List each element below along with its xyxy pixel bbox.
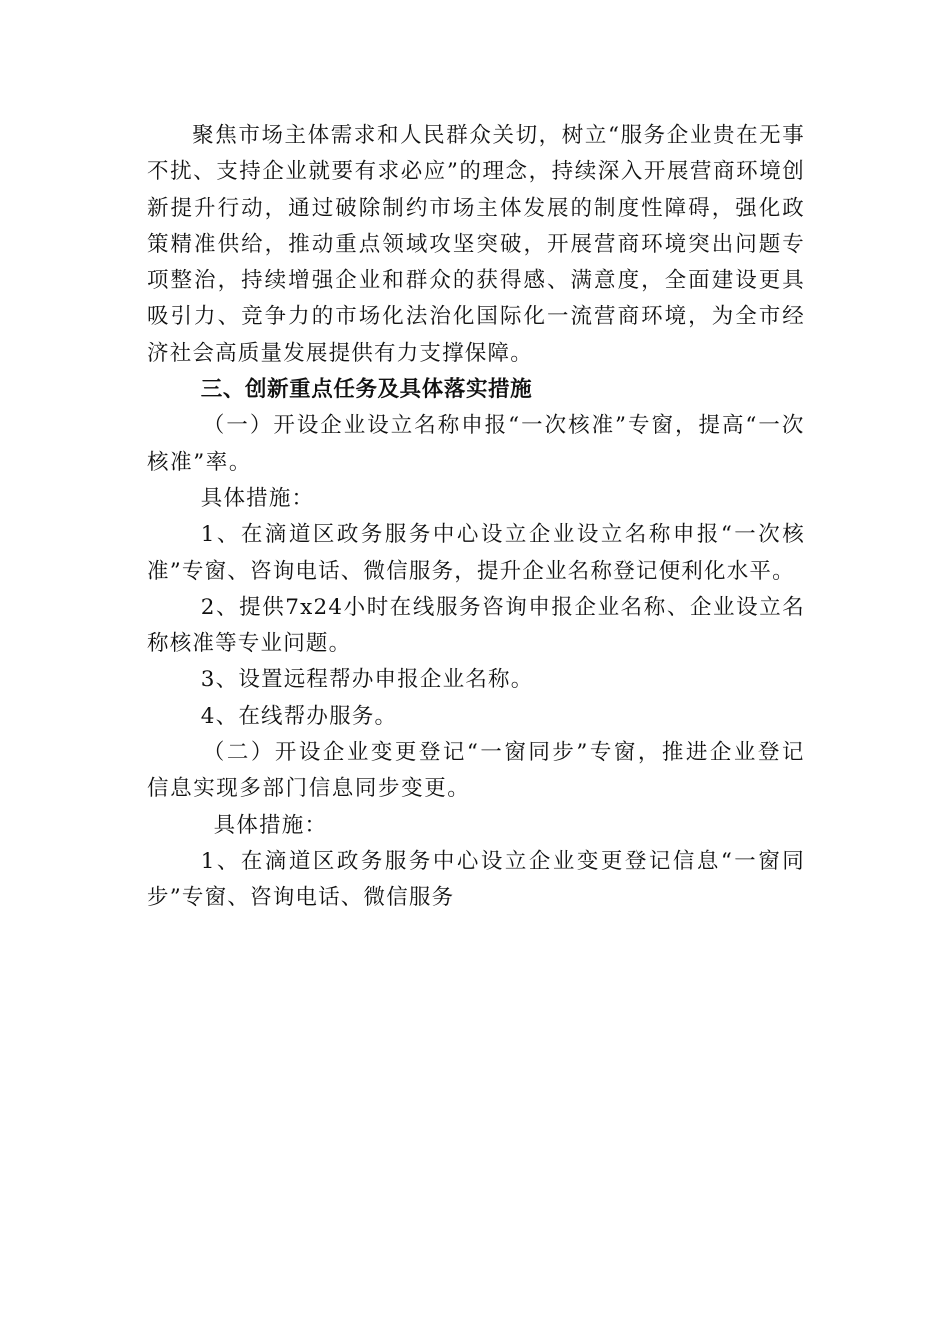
document-body xyxy=(147,118,805,917)
task-two-heading: （二）开设企业变更登记“一窗同步”专窗，推进企业登记信息实现多部门信息同步变更。 xyxy=(147,740,805,802)
task-one-measure-item: 1、在滴道区政务服务中心设立企业设立名称申报“一次核准”专窗、咨询电话、微信服务，提升企业名称登记便利化水平。 xyxy=(147,522,805,584)
section-three-heading: 三、创新重点任务及具体落实措施 xyxy=(200,377,533,403)
task-two-measure-item: 1、在滴道区政务服务中心设立企业变更登记信息“一窗同步”专窗、咨询电话、微信服务 xyxy=(147,848,805,911)
task-two-measures-label: 具体措施： xyxy=(213,812,328,838)
task-one-measure-item: 3、设置远程帮办申报企业名称。 xyxy=(200,667,534,693)
task-one-measures-label: 具体措施： xyxy=(200,485,315,511)
intro-paragraph: 聚焦市场主体需求和人民群众关切，树立“服务企业贵在无事不扰、支持企业就要有求必应”的理念，持续深入开展营商环境创新提升行动，通过破除制约市场主体发展的制度性障碍，强化政策精准供给，推动重点领域攻坚突破，开展营商环境突出问题专项整治，持续增强企业和群众的获得感、满意度，全面建设更具吸引力、竞争力的市场化法治化国际化一流营商环境，为全市经济社会高质量发展提供有力支撑保障。 xyxy=(147,123,805,366)
task-one-heading: （一）开设企业设立名称申报“一次核准”专窗，提高“一次核准”率。 xyxy=(147,413,805,475)
task-one-measure-item: 4、在线帮办服务。 xyxy=(200,703,398,729)
task-one-measure-item: 2、提供7x24小时在线服务咨询申报企业名称、企业设立名称核准等专业问题。 xyxy=(147,594,805,657)
